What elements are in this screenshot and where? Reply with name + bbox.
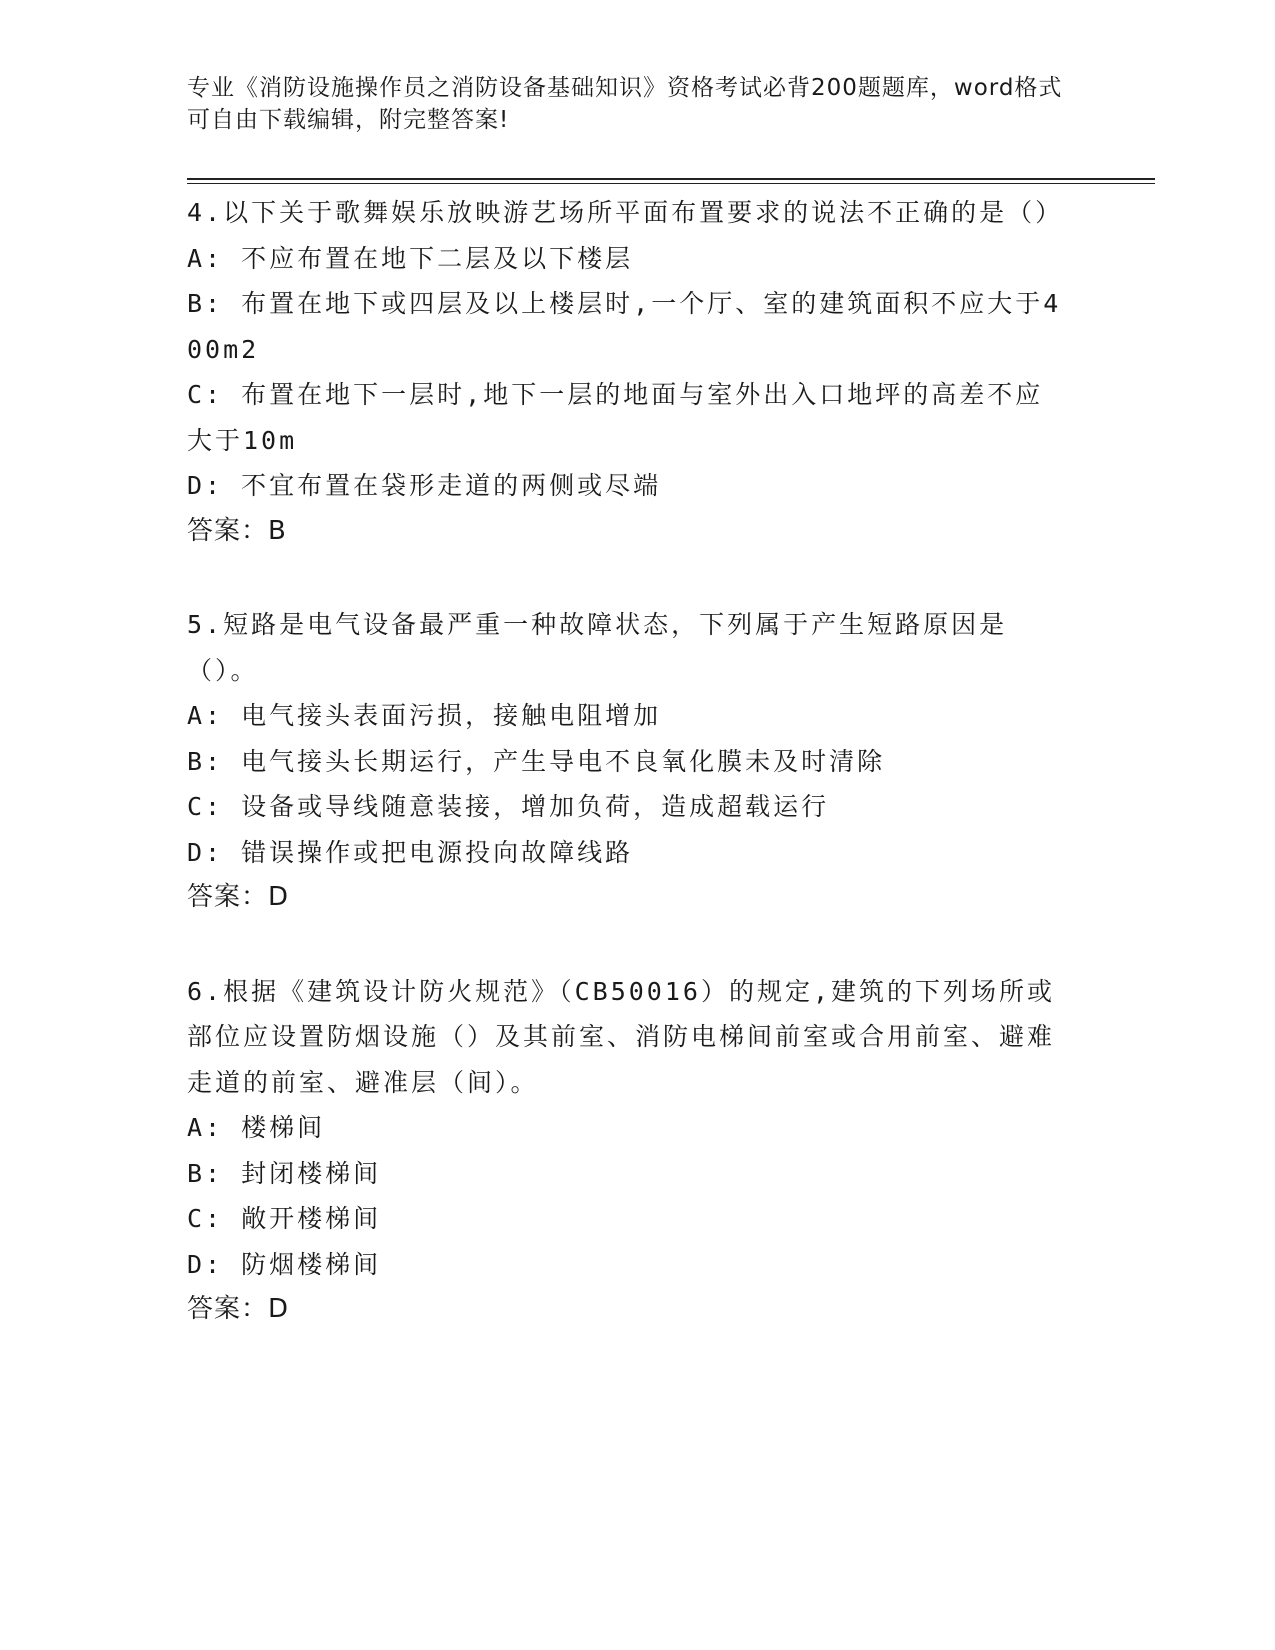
question-5 [187, 602, 1067, 921]
option-b: B: 封闭楼梯间 [187, 1158, 382, 1188]
option-d: D: 错误操作或把电源投向故障线路 [187, 837, 634, 867]
option-c: C: 设备或导线随意装接，增加负荷，造成超载运行 [187, 792, 830, 821]
header-divider-thin [187, 183, 1155, 184]
question-stem: 5.短路是电气设备最严重一种故障状态，下列属于产生短路原因是（）。 [187, 610, 1008, 685]
answer-label: 答案：D [187, 1294, 290, 1324]
option-b: B: 布置在地下或四层及以上楼层时,一个厅、室的建筑面积不应大于400m2 [187, 289, 1062, 364]
option-c: C: 敞开楼梯间 [187, 1204, 382, 1233]
option-a: A: 不应布置在地下二层及以下楼层 [187, 243, 634, 273]
option-d: D: 防烟楼梯间 [187, 1249, 382, 1279]
question-6 [187, 969, 1067, 1333]
answer-label: 答案：D [187, 882, 290, 912]
answer-label: 答案：B [187, 515, 287, 546]
document-header: 专业《消防设施操作员之消防设备基础知识》资格考试必背200题题库，word格式可自由下载编辑，附完整答案! [187, 75, 1063, 133]
option-d: D: 不宜布置在袋形走道的两侧或尽端 [187, 471, 662, 500]
question-stem: 4.以下关于歌舞娱乐放映游艺场所平面布置要求的说法不正确的是（） [187, 198, 1064, 227]
question-4 [187, 190, 1067, 554]
header-divider-thick [187, 178, 1155, 180]
option-a: A: 电气接头表面污损，接触电阻增加 [187, 701, 662, 730]
option-b: B: 电气接头长期运行，产生导电不良氧化膜未及时清除 [187, 746, 886, 776]
option-c: C: 布置在地下一层时,地下一层的地面与室外出入口地坪的高差不应大于10m [187, 380, 1044, 455]
question-stem: 6.根据《建筑设计防火规范》（CB50016）的规定,建筑的下列场所或部位应设置防烟设施（）及其前室、消防电梯间前室或合用前室、避难走道的前室、避准层（间）。 [187, 976, 1056, 1097]
option-a: A: 楼梯间 [187, 1113, 326, 1142]
question-list [187, 190, 1067, 1381]
